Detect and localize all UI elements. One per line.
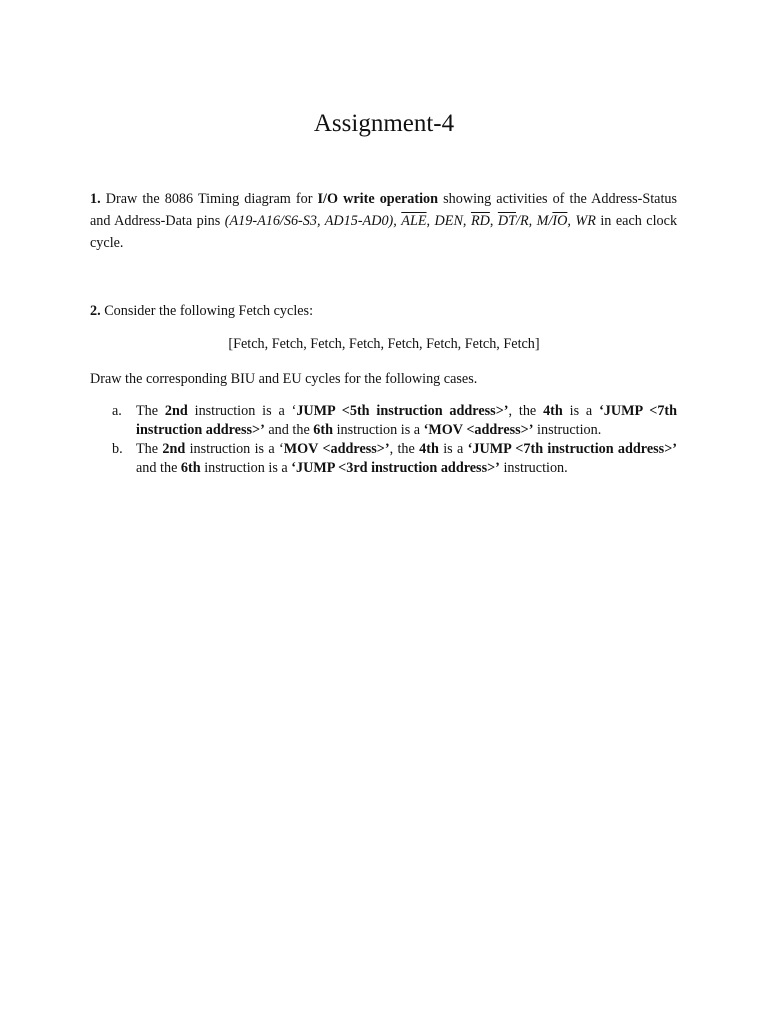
cases-list <box>90 402 677 478</box>
case-text: and the <box>268 422 310 438</box>
case-bold: ‘JUMP <3rd instruction address>’ <box>291 460 500 476</box>
q1-pins: (A19-A16/S6-S3, AD15-AD0), <box>224 213 397 229</box>
case-item <box>90 402 677 440</box>
fetch-cycles-list: [Fetch, Fetch, Fetch, Fetch, Fetch, Fetch, Fetch, Fetch] <box>228 336 540 352</box>
case-bold: JUMP <5th instruction address>’ <box>296 403 509 419</box>
q1-bold-operation: I/O write operation <box>317 191 439 207</box>
case-item <box>90 440 677 478</box>
question-1-number: 1. <box>90 191 101 207</box>
case-bold: 2nd <box>162 441 186 457</box>
case-bold: 4th <box>419 441 439 457</box>
case-text: The <box>136 441 159 457</box>
case-text: , the <box>389 441 415 457</box>
case-text: is a <box>569 403 593 419</box>
q1-text-1: Draw the 8086 Timing diagram for <box>105 191 313 207</box>
case-bold: 6th <box>313 422 334 438</box>
q1-text-3: in each clock cycle. <box>90 213 678 251</box>
case-text: , the <box>508 403 537 419</box>
pin-m: M/ <box>536 213 553 229</box>
case-bold: 2nd <box>164 403 188 419</box>
case-text: instruction. <box>503 460 568 476</box>
pin-dt: $\overline{DT}$ <box>497 213 517 229</box>
case-text: instruction is a ‘ <box>189 441 284 457</box>
q1-text-2: showing activities of the Address-Status and Address-Data pins <box>90 191 678 229</box>
case-bold: MOV <address>’ <box>283 441 390 457</box>
case-text: instruction is a <box>204 460 288 476</box>
case-bold: ‘JUMP <7th instruction address>’ <box>136 403 678 438</box>
case-text: and the <box>136 460 178 476</box>
case-text: The <box>136 403 159 419</box>
case-bold: ‘JUMP <7th instruction address>’ <box>467 441 677 457</box>
case-marker: b. <box>112 441 123 457</box>
case-bold: ‘MOV <address>’ <box>423 422 534 438</box>
question-2-number: 2. <box>90 303 101 319</box>
question-2 <box>90 300 677 322</box>
case-text: instruction is a ‘ <box>194 403 297 419</box>
q2-text: Consider the following Fetch cycles: <box>104 303 314 319</box>
case-marker: a. <box>112 403 122 419</box>
q2-instruction: Draw the corresponding BIU and EU cycles for the following cases. <box>90 371 478 387</box>
question-1: 1. Draw the 8086 Timing diagram for I/O write operation showing activities of the Address-Status and Address-Data pins (A19-A16/S6-S3, AD15-AD0), $\overline{ALE}$, DEN, $\overline{RD}$, $\overline{DT}/R$, $M/\overline{IO}$, WR in each clock cycle. <box>90 191 678 251</box>
case-text: instruction. <box>537 422 602 438</box>
case-bold: 6th <box>180 460 201 476</box>
case-text: instruction is a <box>336 422 421 438</box>
pin-ale: $\overline{ALE}$ <box>401 213 427 229</box>
case-bold: 4th <box>543 403 563 419</box>
pin-wr: , WR <box>567 213 596 229</box>
pin-rd: $\overline{RD}$ <box>470 213 490 229</box>
pin-io: $\overline{IO}$ <box>552 213 568 229</box>
pin-den: DEN <box>434 213 463 229</box>
page-title: Assignment-4 <box>313 110 455 137</box>
case-text: is a <box>443 441 464 457</box>
pin-r: /R, <box>516 213 533 229</box>
